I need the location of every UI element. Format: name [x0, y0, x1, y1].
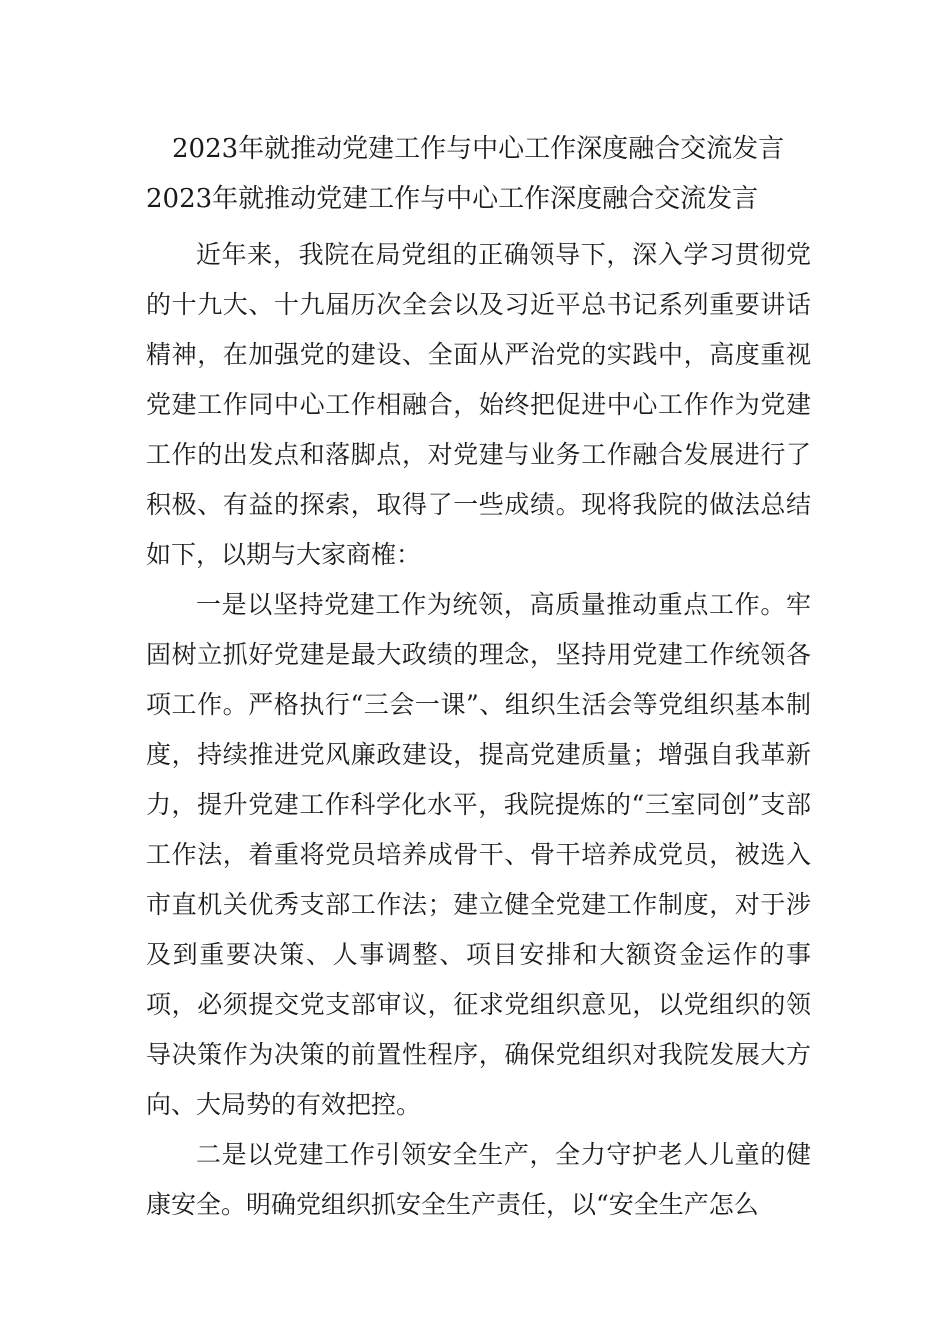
paragraph-intro: 近年来，我院在局党组的正确领导下，深入学习贯彻党的十九大、十九届历次全会以及习近平总书记系列重要讲话精神，在加强党的建设、全面从严治党的实践中，高度重视党建工作同中心工作相融合，始终把促进中心工作作为党建工作的出发点和落脚点，对党建与业务工作融合发展进行了积极、有益的探索，取得了一些成绩。现将我院的做法总结如下，以期与大家商榷：: [146, 240, 811, 569]
paragraph-point-one: 一是以坚持党建工作为统领，高质量推动重点工作。牢固树立抓好党建是最大政绩的理念，坚持用党建工作统领各项工作。严格执行“三会一课”、组织生活会等党组织基本制度，持续推进党风廉政建设，提高党建质量；增强自我革新力，提升党建工作科学化水平，我院提炼的“三室同创”支部工作法，着重将党员培养成骨干、骨干培养成党员，被选入市直机关优秀支部工作法；建立健全党建工作制度，对于涉及到重要决策、人事调整、项目安排和大额资金运作的事项，必须提交党支部审议，征求党组织意见，以党组织的领导决策作为决策的前置性程序，确保党组织对我院发展大方向、大局势的有效把控。: [146, 590, 811, 1119]
document-title: 2023年就推动党建工作与中心工作深度融合交流发言: [172, 134, 785, 164]
paragraph-point-two: 二是以党建工作引领安全生产，全力守护老人儿童的健康安全。明确党组织抓安全生产责任，以“安全生产怎么: [146, 1140, 811, 1219]
document-subtitle: 2023年就推动党建工作与中心工作深度融合交流发言: [146, 184, 759, 214]
document-body: [146, 230, 811, 1230]
